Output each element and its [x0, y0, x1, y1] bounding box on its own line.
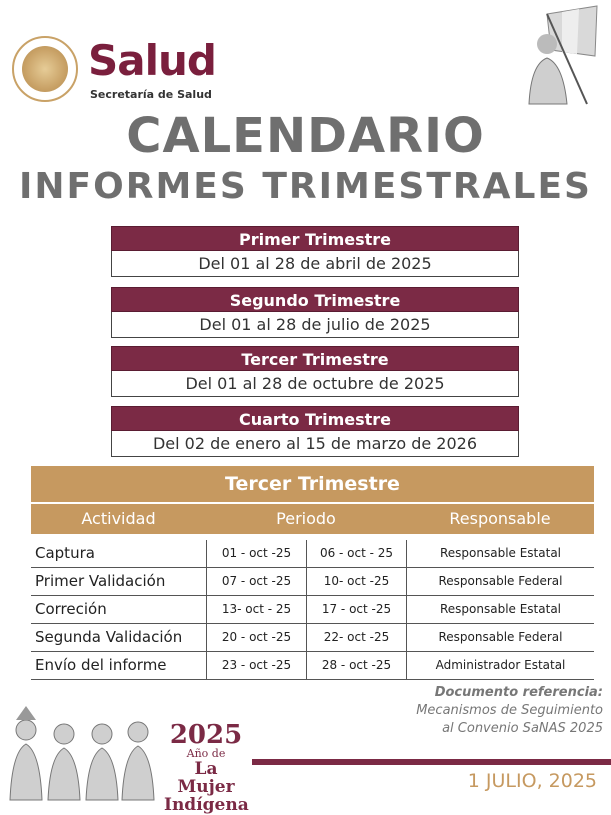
- start-date-cell: 07 - oct -25: [206, 568, 306, 596]
- footer-divider: [252, 759, 611, 765]
- year-caption-2: La Mujer: [177, 759, 235, 797]
- reference-title: Documento referencia:: [434, 685, 603, 700]
- end-date-cell: 06 - oct - 25: [306, 540, 406, 568]
- activity-cell: Segunda Validación: [31, 624, 206, 652]
- activity-cell: Envío del informe: [31, 652, 206, 680]
- responsible-cell: Responsable Federal: [406, 568, 594, 596]
- responsible-cell: Administrador Estatal: [406, 652, 594, 680]
- page-title: CALENDARIO: [126, 108, 485, 164]
- page-subtitle: INFORMES TRIMESTRALES: [19, 166, 592, 207]
- quarter-box-3: [111, 346, 519, 397]
- activity-cell: Correción: [31, 596, 206, 624]
- year-caption-3: Indígena: [164, 795, 249, 815]
- start-date-cell: 01 - oct -25: [206, 540, 306, 568]
- year-caption-1: Año de: [186, 747, 226, 760]
- brand-subtitle: Secretaría de Salud: [90, 88, 212, 101]
- quarter-period: Del 02 de enero al 15 de marzo de 2026: [111, 431, 519, 457]
- indigenous-women-illustration: [4, 702, 158, 800]
- end-date-cell: 22- oct -25: [306, 624, 406, 652]
- quarter-period: Del 01 al 28 de abril de 2025: [111, 251, 519, 277]
- quarter-name: Segundo Trimestre: [111, 287, 519, 312]
- column-header-responsable: Responsable: [449, 509, 551, 528]
- flag-woman-illustration: [507, 4, 603, 104]
- activity-table: [31, 466, 594, 680]
- end-date-cell: 28 - oct -25: [306, 652, 406, 680]
- responsible-cell: Responsable Federal: [406, 624, 594, 652]
- reference-line-1: Mecanismos de Seguimiento: [416, 703, 603, 718]
- quarter-name: Tercer Trimestre: [111, 346, 519, 371]
- table-row: [31, 596, 594, 624]
- quarter-box-2: [111, 287, 519, 338]
- quarter-period: Del 01 al 28 de julio de 2025: [111, 312, 519, 338]
- table-title: Tercer Trimestre: [31, 466, 594, 502]
- quarter-name: Primer Trimestre: [111, 226, 519, 251]
- quarter-period: Del 01 al 28 de octubre de 2025: [111, 371, 519, 397]
- start-date-cell: 13- oct - 25: [206, 596, 306, 624]
- reference-note: [416, 684, 603, 738]
- quarter-box-4: [111, 406, 519, 457]
- table-header-row: [31, 502, 594, 534]
- quarter-name: Cuarto Trimestre: [111, 406, 519, 431]
- quarter-box-1: [111, 226, 519, 277]
- publication-date: 1 JULIO, 2025: [467, 770, 597, 792]
- end-date-cell: 10- oct -25: [306, 568, 406, 596]
- table-row: [31, 568, 594, 596]
- brand-logo: Salud: [88, 36, 216, 85]
- government-seal-icon: [12, 36, 78, 102]
- year-number: 2025: [169, 720, 243, 750]
- column-header-periodo: Periodo: [276, 509, 336, 528]
- start-date-cell: 20 - oct -25: [206, 624, 306, 652]
- activity-cell: Primer Validación: [31, 568, 206, 596]
- activity-cell: Captura: [31, 540, 206, 568]
- table-row: [31, 540, 594, 568]
- reference-line-2: al Convenio SaNAS 2025: [442, 721, 603, 736]
- responsible-cell: Responsable Estatal: [406, 540, 594, 568]
- table-row: [31, 652, 594, 680]
- responsible-cell: Responsable Estatal: [406, 596, 594, 624]
- column-header-actividad: Actividad: [81, 509, 156, 528]
- year-logo: [164, 722, 248, 814]
- end-date-cell: 17 - oct -25: [306, 596, 406, 624]
- table-row: [31, 624, 594, 652]
- start-date-cell: 23 - oct -25: [206, 652, 306, 680]
